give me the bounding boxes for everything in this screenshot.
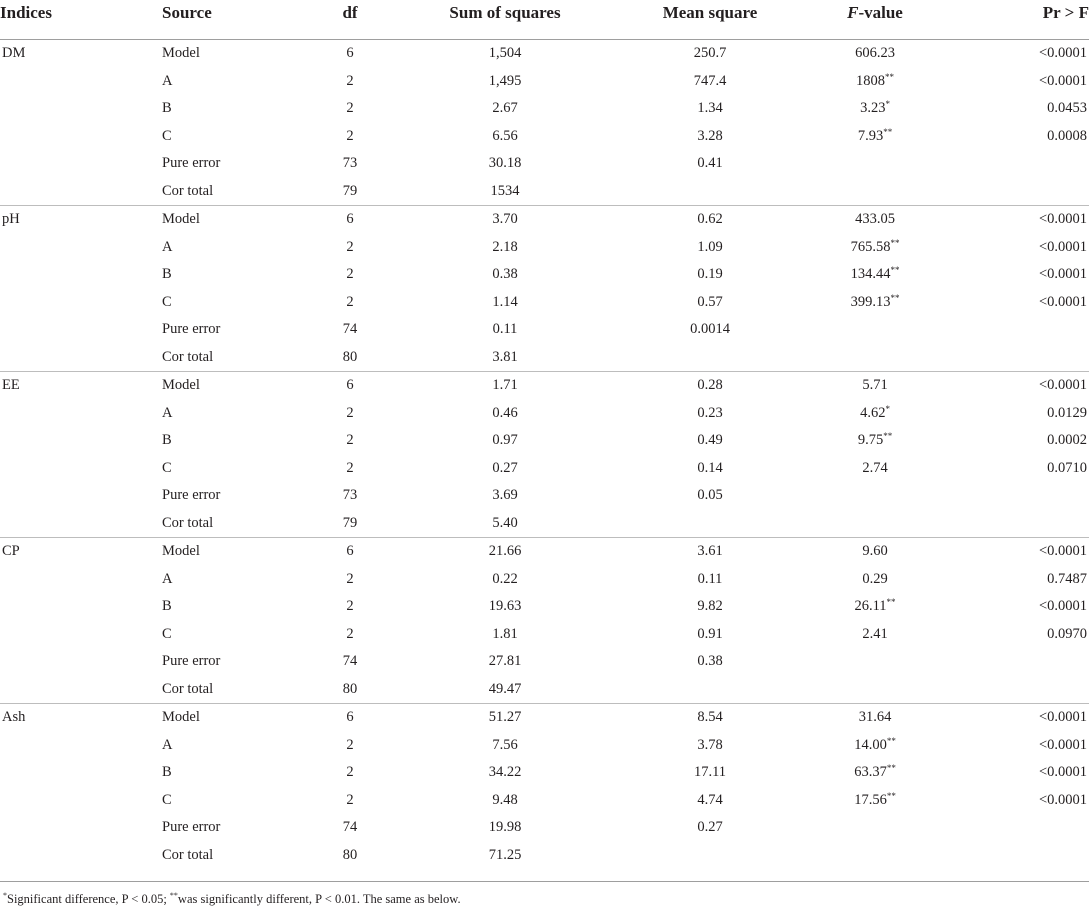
footnote-mark-double: **: [169, 891, 178, 900]
f-value-number: 2.74: [862, 459, 888, 476]
cell-sum-of-squares: 0.11: [492, 321, 518, 338]
cell-source: C: [162, 791, 172, 808]
cell-df: 2: [346, 625, 354, 642]
cell-mean-square: 0.0014: [690, 321, 730, 338]
cell-index-empty: [0, 621, 160, 649]
cell-sum-of-squares: 1,504: [488, 45, 522, 62]
cell-sum-of-squares: 49.47: [390, 676, 620, 704]
f-value-number: 7.93: [857, 127, 884, 144]
f-value-number: 1808: [856, 72, 885, 89]
cell-source: A: [162, 404, 173, 421]
cell-source: Pure error: [162, 321, 221, 338]
cell-p-value: 0.0129: [1047, 404, 1087, 421]
cell-p-value: 0.0710: [1047, 459, 1087, 476]
cell-sum-of-squares: 3.81: [390, 344, 620, 372]
cell-f-value: [800, 593, 950, 621]
table-row: [0, 427, 1089, 455]
footnote-text-2: was significantly different, P < 0.01. The same as below.: [177, 892, 461, 906]
cell-df: 2: [346, 293, 354, 310]
table-row: [0, 593, 1089, 621]
cell-mean-square: 0.14: [697, 459, 723, 476]
cell-p-value: <0.0001: [1038, 764, 1087, 781]
footnote: [0, 892, 1089, 907]
cell-source: Model: [162, 45, 200, 62]
table-row: [0, 842, 1089, 870]
cell-mean-square: 1.09: [697, 238, 723, 255]
cell-mean-square: 0.28: [697, 377, 723, 394]
significance-mark: **: [890, 292, 900, 303]
cell-f-value: [800, 510, 950, 538]
table-row: [0, 234, 1089, 262]
significance-mark: **: [883, 431, 893, 442]
cell-mean-square: 3.78: [697, 736, 723, 753]
cell-source: Model: [162, 543, 200, 560]
cell-sum-of-squares: 7.56: [492, 736, 518, 753]
cell-p-value: 0.0453: [1047, 100, 1087, 117]
cell-f-value: [800, 842, 950, 870]
header-f-italic: F: [847, 3, 859, 22]
cell-source: Cor total: [160, 178, 310, 206]
cell-f-value: [800, 150, 950, 178]
cell-df: 2: [346, 432, 354, 449]
cell-p-value: 0.0008: [1047, 127, 1087, 144]
cell-mean-square: 0.91: [697, 625, 723, 642]
cell-df: 73: [342, 487, 358, 504]
cell-f-value: [800, 261, 950, 289]
cell-sum-of-squares: 27.81: [488, 653, 522, 670]
cell-p-value: <0.0001: [1038, 736, 1087, 753]
cell-df: 80: [310, 676, 390, 704]
cell-p-value: [950, 178, 1089, 206]
cell-source: Model: [162, 377, 200, 394]
cell-f-value: [800, 676, 950, 704]
cell-df: 2: [346, 459, 354, 476]
cell-source: B: [162, 100, 172, 117]
table-row: [0, 123, 1089, 151]
cell-f-value: [800, 40, 950, 68]
header-sum-of-squares: Sum of squares: [449, 3, 561, 22]
cell-sum-of-squares: 34.22: [488, 764, 522, 781]
cell-mean-square: 1.34: [697, 100, 723, 117]
table-row: [0, 787, 1089, 815]
cell-index: pH: [2, 211, 20, 228]
table-body: [0, 40, 1089, 870]
cell-mean-square: 0.19: [697, 266, 723, 283]
cell-f-value: [800, 566, 950, 594]
header-f-suffix: -value: [858, 3, 903, 22]
cell-df: 6: [346, 543, 354, 560]
cell-p-value: <0.0001: [1038, 598, 1087, 615]
cell-p-value: [950, 676, 1089, 704]
table-row: [0, 206, 1089, 234]
cell-p-value: 0.7487: [1047, 570, 1087, 587]
cell-df: 2: [346, 764, 354, 781]
cell-df: 2: [346, 570, 354, 587]
cell-index-empty: [0, 150, 160, 178]
cell-index-empty: [0, 787, 160, 815]
cell-sum-of-squares: 2.67: [492, 100, 518, 117]
cell-source: B: [162, 764, 172, 781]
f-value-number: 9.60: [862, 543, 888, 560]
cell-f-value: [800, 538, 950, 566]
cell-source: C: [162, 459, 172, 476]
cell-source: A: [162, 238, 173, 255]
cell-sum-of-squares: 6.56: [492, 127, 518, 144]
f-value-number: 765.58: [850, 238, 891, 255]
header-row: [0, 0, 1089, 40]
cell-sum-of-squares: 0.97: [492, 432, 518, 449]
cell-p-value: [950, 648, 1089, 676]
cell-mean-square: 3.61: [697, 543, 723, 560]
cell-f-value: [800, 814, 950, 842]
cell-sum-of-squares: 3.69: [492, 487, 518, 504]
cell-sum-of-squares: 19.63: [488, 598, 522, 615]
cell-df: 6: [346, 45, 354, 62]
cell-source: B: [162, 266, 172, 283]
table-row: [0, 759, 1089, 787]
table-row: [0, 261, 1089, 289]
cell-p-value: <0.0001: [1038, 709, 1087, 726]
cell-df: 79: [310, 510, 390, 538]
cell-mean-square: 0.38: [697, 653, 723, 670]
cell-sum-of-squares: 0.27: [492, 459, 518, 476]
cell-df: 2: [346, 598, 354, 615]
cell-f-value: [800, 178, 950, 206]
cell-f-value: [800, 787, 950, 815]
cell-mean-square: 0.49: [697, 432, 723, 449]
cell-df: 2: [346, 100, 354, 117]
cell-df: 2: [346, 72, 354, 89]
cell-source: Pure error: [162, 653, 221, 670]
cell-sum-of-squares: 51.27: [488, 709, 522, 726]
f-value-number: 4.62: [860, 404, 886, 421]
f-value-number: 9.75: [857, 432, 884, 449]
f-value-number: 2.41: [862, 625, 888, 642]
cell-mean-square: [620, 178, 800, 206]
f-value-number: 31.64: [858, 709, 892, 726]
significance-mark: **: [886, 763, 896, 774]
cell-df: 2: [346, 404, 354, 421]
cell-df: 2: [346, 266, 354, 283]
cell-sum-of-squares: 5.40: [390, 510, 620, 538]
table-row: [0, 178, 1089, 206]
header-indices: Indices: [0, 3, 52, 22]
table-row: [0, 566, 1089, 594]
cell-index-empty: [0, 261, 160, 289]
header-f-value: [800, 0, 950, 40]
cell-index-empty: [0, 510, 160, 538]
cell-source: Pure error: [162, 819, 221, 836]
cell-mean-square: 8.54: [697, 709, 723, 726]
cell-source: Pure error: [162, 155, 221, 172]
cell-source: A: [162, 72, 173, 89]
table-row: [0, 510, 1089, 538]
cell-mean-square: [620, 510, 800, 538]
cell-source: Cor total: [160, 510, 310, 538]
cell-f-value: [800, 482, 950, 510]
cell-df: 79: [310, 178, 390, 206]
f-value-number: 26.11: [854, 598, 887, 615]
cell-df: 6: [346, 709, 354, 726]
cell-index-empty: [0, 676, 160, 704]
cell-p-value: [950, 316, 1089, 344]
cell-source: A: [162, 570, 173, 587]
cell-source: C: [162, 293, 172, 310]
cell-source: B: [162, 598, 172, 615]
cell-index-empty: [0, 566, 160, 594]
cell-f-value: [800, 123, 950, 151]
significance-mark: *: [885, 403, 890, 414]
cell-f-value: [800, 68, 950, 96]
cell-source: Cor total: [160, 344, 310, 372]
cell-index-empty: [0, 95, 160, 123]
cell-index-empty: [0, 759, 160, 787]
cell-f-value: [800, 206, 950, 234]
cell-mean-square: [620, 344, 800, 372]
cell-sum-of-squares: 9.48: [492, 791, 518, 808]
cell-f-value: [800, 372, 950, 400]
table-row: [0, 344, 1089, 372]
cell-sum-of-squares: 1,495: [488, 72, 522, 89]
cell-df: 2: [346, 127, 354, 144]
significance-mark: **: [886, 597, 896, 608]
table-row: [0, 732, 1089, 760]
footer-rule: [0, 881, 1089, 882]
cell-mean-square: 0.23: [697, 404, 723, 421]
cell-mean-square: 0.41: [697, 155, 723, 172]
cell-p-value: <0.0001: [1038, 72, 1087, 89]
cell-df: 6: [346, 377, 354, 394]
cell-p-value: <0.0001: [1038, 211, 1087, 228]
significance-mark: *: [885, 99, 890, 110]
cell-p-value: <0.0001: [1038, 791, 1087, 808]
cell-mean-square: 0.05: [697, 487, 723, 504]
cell-p-value: [950, 510, 1089, 538]
cell-sum-of-squares: 1.71: [492, 377, 518, 394]
header-df: df: [342, 3, 358, 22]
footnote-text-1: Significant difference, P < 0.05;: [7, 892, 170, 906]
significance-mark: **: [886, 735, 896, 746]
cell-p-value: <0.0001: [1038, 238, 1087, 255]
cell-sum-of-squares: 0.38: [492, 266, 518, 283]
cell-source: C: [162, 625, 172, 642]
header-source: Source: [162, 3, 212, 22]
cell-index-empty: [0, 814, 160, 842]
cell-mean-square: 0.27: [697, 819, 723, 836]
cell-sum-of-squares: 1.81: [492, 625, 518, 642]
cell-p-value: [950, 814, 1089, 842]
table-row: [0, 621, 1089, 649]
f-value-number: 606.23: [855, 45, 895, 62]
cell-f-value: [800, 648, 950, 676]
cell-mean-square: 0.62: [697, 211, 723, 228]
significance-mark: **: [890, 265, 900, 276]
cell-mean-square: 9.82: [697, 598, 723, 615]
table-row: [0, 676, 1089, 704]
f-value-number: 17.56: [854, 791, 887, 808]
significance-mark: **: [883, 126, 893, 137]
cell-index-empty: [0, 455, 160, 483]
table-row: [0, 455, 1089, 483]
cell-f-value: [800, 234, 950, 262]
cell-index-empty: [0, 427, 160, 455]
cell-mean-square: [620, 842, 800, 870]
cell-f-value: [800, 344, 950, 372]
cell-source: Model: [162, 709, 200, 726]
cell-mean-square: 250.7: [693, 45, 727, 62]
cell-f-value: [800, 316, 950, 344]
cell-mean-square: 0.11: [697, 570, 723, 587]
table-row: [0, 316, 1089, 344]
cell-source: A: [162, 736, 173, 753]
cell-index-empty: [0, 400, 160, 428]
cell-df: 73: [342, 155, 358, 172]
cell-f-value: [800, 95, 950, 123]
cell-f-value: [800, 621, 950, 649]
cell-p-value: [950, 482, 1089, 510]
f-value-number: 63.37: [854, 764, 887, 781]
cell-index-empty: [0, 289, 160, 317]
cell-source: C: [162, 127, 172, 144]
f-value-number: 14.00: [854, 736, 887, 753]
cell-index-empty: [0, 842, 160, 870]
cell-p-value: [950, 150, 1089, 178]
table-row: [0, 814, 1089, 842]
table-row: [0, 289, 1089, 317]
cell-p-value: <0.0001: [1038, 543, 1087, 560]
table-row: [0, 538, 1089, 566]
cell-source: B: [162, 432, 172, 449]
table-row: [0, 704, 1089, 732]
cell-index-empty: [0, 178, 160, 206]
cell-sum-of-squares: 0.22: [492, 570, 518, 587]
cell-index-empty: [0, 732, 160, 760]
cell-index-empty: [0, 316, 160, 344]
cell-f-value: [800, 289, 950, 317]
cell-sum-of-squares: 1534: [390, 178, 620, 206]
header-mean-square: Mean square: [662, 3, 758, 22]
cell-mean-square: [620, 676, 800, 704]
cell-source: Cor total: [160, 676, 310, 704]
table-row: [0, 40, 1089, 68]
cell-df: 80: [310, 344, 390, 372]
header-p-value: Pr > F: [1042, 3, 1089, 22]
cell-index-empty: [0, 344, 160, 372]
cell-f-value: [800, 759, 950, 787]
cell-sum-of-squares: 2.18: [492, 238, 518, 255]
cell-sum-of-squares: 3.70: [492, 211, 518, 228]
cell-f-value: [800, 427, 950, 455]
cell-source: Pure error: [162, 487, 221, 504]
footnote-mark-single: *: [3, 891, 7, 900]
cell-f-value: [800, 704, 950, 732]
cell-sum-of-squares: 21.66: [488, 543, 522, 560]
cell-index: Ash: [2, 709, 26, 726]
f-value-number: 134.44: [850, 266, 891, 283]
cell-p-value: 0.0970: [1047, 625, 1087, 642]
cell-p-value: 0.0002: [1047, 432, 1087, 449]
cell-sum-of-squares: 71.25: [488, 846, 522, 863]
cell-source: Cor total: [162, 846, 214, 863]
f-value-number: 3.23: [860, 100, 886, 117]
cell-source: Model: [162, 211, 200, 228]
table-row: [0, 95, 1089, 123]
cell-index: EE: [2, 377, 20, 394]
f-value-number: 5.71: [862, 377, 888, 394]
cell-index-empty: [0, 648, 160, 676]
cell-p-value: <0.0001: [1038, 377, 1087, 394]
cell-mean-square: 3.28: [697, 127, 723, 144]
table-row: [0, 150, 1089, 178]
cell-df: 74: [342, 653, 358, 670]
cell-mean-square: 747.4: [693, 72, 727, 89]
f-value-number: 399.13: [850, 293, 891, 310]
significance-mark: **: [890, 237, 900, 248]
cell-sum-of-squares: 30.18: [488, 155, 522, 172]
cell-df: 74: [342, 321, 358, 338]
cell-sum-of-squares: 19.98: [488, 819, 522, 836]
cell-df: 80: [342, 846, 358, 863]
f-value-number: 433.05: [855, 211, 895, 228]
cell-index-empty: [0, 68, 160, 96]
cell-index: CP: [2, 543, 20, 560]
table-row: [0, 372, 1089, 400]
cell-sum-of-squares: 1.14: [492, 293, 518, 310]
cell-df: 2: [346, 791, 354, 808]
cell-mean-square: 0.57: [697, 293, 723, 310]
cell-index-empty: [0, 593, 160, 621]
cell-df: 74: [342, 819, 358, 836]
cell-df: 2: [346, 238, 354, 255]
cell-mean-square: 4.74: [697, 791, 723, 808]
cell-index: DM: [2, 45, 26, 62]
cell-p-value: <0.0001: [1038, 266, 1087, 283]
cell-index-empty: [0, 482, 160, 510]
table-row: [0, 68, 1089, 96]
cell-p-value: [950, 842, 1089, 870]
cell-df: 2: [346, 736, 354, 753]
cell-p-value: [950, 344, 1089, 372]
table-row: [0, 648, 1089, 676]
cell-f-value: [800, 455, 950, 483]
cell-index-empty: [0, 123, 160, 151]
significance-mark: **: [886, 790, 896, 801]
cell-sum-of-squares: 0.46: [492, 404, 518, 421]
cell-p-value: <0.0001: [1038, 293, 1087, 310]
cell-index-empty: [0, 234, 160, 262]
table-row: [0, 482, 1089, 510]
cell-p-value: <0.0001: [1038, 45, 1087, 62]
cell-df: 6: [346, 211, 354, 228]
table-row: [0, 400, 1089, 428]
cell-f-value: [800, 400, 950, 428]
cell-mean-square: 17.11: [693, 764, 727, 781]
cell-f-value: [800, 732, 950, 760]
f-value-number: 0.29: [862, 570, 888, 587]
significance-mark: **: [885, 71, 894, 82]
